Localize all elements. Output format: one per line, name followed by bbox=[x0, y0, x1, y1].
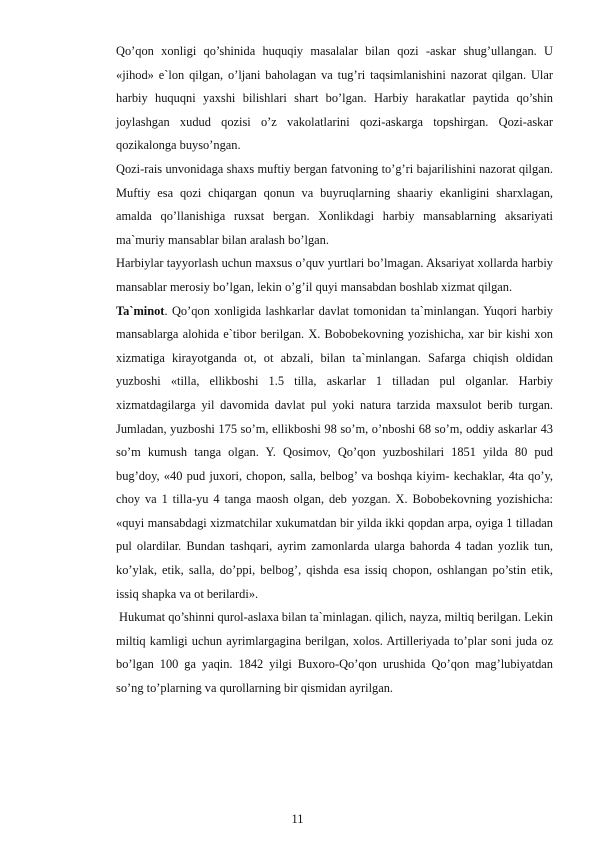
paragraph-text: Harbiylar tayyorlash uchun maxsus o’quv yurtlari bo’lmagan. Aksariyat xollarda harbiy mansablar merosiy bo’lgan, lekin o’g’il quyi mansabdan boshlab xizmat qilgan. bbox=[116, 256, 553, 294]
paragraph bbox=[116, 300, 553, 607]
paragraph-text: . Qo’qon xonligida lashkarlar davlat tomonidan ta`minlangan. Yuqori harbiy mansablarga alohida e`tibor berilgan. X. Bobobekovning yozishicha, xar bir kishi xon xizmatiga kirayotganda ot, ot abzali, bilan ta`minlangan. Safarga chiqish oldidan yuzboshi «tilla, ellikboshi 1.5 tilla, askarlar 1 tilladan pul olganlar. Harbiy xizmatdagilarga yil davomida davlat pul yoki natura tarzida maxsulot berib turgan. Jumladan, yuzboshi 175 so’m, ellikboshi 98 so’m, o’nboshi 68 so’m, oddiy askarlar 43 so’m kumush tanga olgan. Y. Qosimov, Qo’qon yuzboshilari 1851 yilda 80 pud bug’doy, «40 pud juxori, chopon, salla, belbog’ va boshqa kiyim- kechaklar, 4ta qo’y, choy va 1 tilla-yu 4 tanga maosh olgan, deb yozgan. X. Bobobekovning yozishicha: «quyi mansabdagi xizmatchilar xukumatdan bir yilda ikki qopdan arpa, oyiga 1 tilladan pul olardilar. Bundan tashqari, ayrim zamonlarda ularga bahorda 4 tadan yozlik tun, ko’ylak, etik, salla, do’ppi, belbog’, qishda esa issiq chopon, oshlangan po’stin etik, issiq shapka va ot berilardi». bbox=[116, 303, 553, 601]
paragraph bbox=[116, 252, 553, 299]
page-number: 11 bbox=[291, 812, 304, 826]
paragraph-text: Qo’qon xonligi qo’shinida huquqiy masalalar bilan qozi -askar shug’ullangan. U «jihod» e`lon qilgan, o’ljani baholagan va tug’ri taqsimlanishini nazorat qilgan. Ular harbiy huquqni yaxshi bilishlari shart bo’lgan. Harbiy harakatlar paytida qo’shin joylashgan xudud qozisi o’z vakolatlarini qozi-askarga topshirgan. Qozi-askar qozikalonga buyso’ngan. bbox=[116, 44, 553, 153]
paragraph-text: Hukumat qo’shinni qurol-aslaxa bilan ta`minlagan. qilich, nayza, miltiq berilgan. Lekin miltiq kamligi uchun ayrimlargagina berilgan, xolos. Artilleriyada to’plar soni juda oz bo’lgan 100 ga yaqin. 1842 yilgi Buxoro-Qo’qon urushida Qo’qon mag’lubiyatdan so’ng to’plarning va qurollarning bir qismidan ayrilgan. bbox=[116, 610, 553, 696]
body-text bbox=[116, 40, 553, 701]
paragraph-text: Qozi-rais unvonidaga shaxs muftiy bergan fatvoning to’g’ri bajarilishini nazorat qilgan. Muftiy esa qozi chiqargan qonun va buyruqlarning shaariy ekanligini sharxlagan, amalda qo’llanishiga ruxsat bergan. Xonlikdagi harbiy mansablarning aksariyati ma`muriy mansablar bilan aralash bo’lgan. bbox=[116, 161, 553, 247]
paragraph bbox=[116, 606, 553, 700]
paragraph bbox=[116, 40, 553, 158]
paragraph-lead: Ta`minot bbox=[116, 303, 165, 318]
paragraph bbox=[116, 158, 553, 252]
